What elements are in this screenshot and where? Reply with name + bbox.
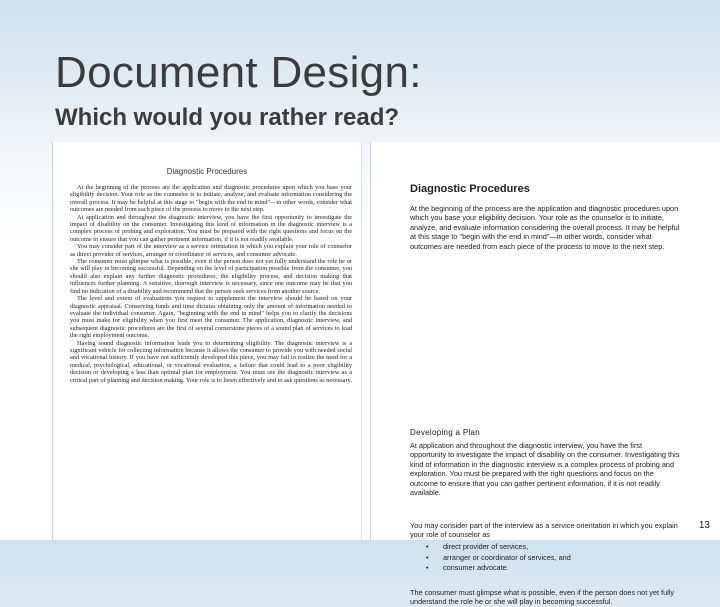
dense-paragraph: The level and extent of evaluations you request to supplement the interview should be based on your diagnostic appraisal. Conserving funds and time dictates obtaining only the amount of information needed to evaluate the individual consumer. Again, "beginning with the end in mind" helps you to clarify the decisions you must make for eligibility when you first meet the consumer. The application, diagnostic interview, and subsequent diagnostic procedures are the first of several cornerstone pieces of a sound plan of services to lead the right employment outcome. (70, 295, 352, 340)
dense-document-sample (52, 142, 362, 540)
dense-paragraph: At application and throughout the diagnostic interview, you have the first opportunity to investigate the impact of disability on the consumer. Investigating this kind of information in the diagnostic interview is a complex process of probing and exploration. You must be prepared with the right questions and focus on the outcome to ensure that you can gather pertinent information, if it is not readily available. (70, 213, 352, 243)
slide-subtitle: Which would you rather read? (55, 104, 400, 131)
intro-paragraph: At the beginning of the process are the application and diagnostic procedures upon which you base your eligibility decision. Your role as the counselor is to initiate, analyze, and evaluate information considering the overall process. It may be helpful at this stage to "begin with the end in mind"—in other words, consider what outcomes are needed from each piece of the process to move to the next step. (410, 204, 680, 251)
slide-title: Document Design: (55, 48, 422, 97)
plan-paragraph: At application and throughout the diagnostic interview, you have the first opportunity to investigate the impact of disability on the consumer. Investigating this kind of information in the diagnostic interview is a complex process of probing and exploration. You must be prepared with the right questions and focus on the outcome to ensure that you can gather pertinent information, if it is not readily available. (410, 441, 680, 498)
dense-paragraph: Having sound diagnostic information leads you to determining eligibility. The diagnostic interview is a significant vehicle for collecting information because it allows the consumer to provide you with needed social and vocational history. If you have not sufficiently developed this piece, you may fail to realize the need for a medical, psychological, educational, or vocational evaluation, a failure that could lead to a poor eligibility decision or developing a less than optimal plan for employment. You must see the diagnostic interview as a critical part of planning and decision making. Your role is to listen effectively and to ask questions as necessary. (70, 339, 352, 384)
bullet-item: • arranger or coordinator of services, and (426, 553, 571, 564)
orientation-paragraph: You may consider part of the interview as a service orientation in which you explain your role of counselor as (410, 521, 678, 540)
designed-document-sample (370, 142, 720, 607)
bullet-item: • direct provider of services, (426, 542, 571, 553)
dense-document-title: Diagnostic Procedures (166, 167, 248, 176)
dense-paragraph: You may consider part of the interview as a service orientation in which you explain your role of counselor as direct provider of services, arranger or coordinator of services, and consumer advocate. (70, 243, 352, 258)
dense-paragraph: The consumer must glimpse what is possible, even if the person does not yet fully understand the role he or she will play in becoming successful. Depending on the level of participation possible from the consumer, you should also explain any further diagnostic procedures, the eligibility process, and decision making that influences further planning. A sensitive, thorough interview is necessary, since one outcome may be that you find no indication of a disability and recommend that the person seek services from another source. (70, 258, 352, 295)
bullet-item: • consumer advocate. (426, 563, 571, 574)
designed-document-heading: Diagnostic Procedures (410, 183, 530, 195)
plan-subheading: Developing a Plan (410, 428, 481, 437)
dense-document-body (70, 184, 352, 534)
page-number: 13 (698, 520, 710, 531)
dense-paragraph: At the beginning of the process are the application and diagnostic procedures upon which you base your eligibility decision. Your role as the counselor is to initiate, analyze, and evaluate information considering the overall process. It may be helpful at this stage to "begin with the end in mind"—in other words, consider what outcomes are needed from each piece of the process to move to the next step. (70, 184, 352, 214)
closing-paragraph: The consumer must glimpse what is possible, even if the person does not yet fully understand the role he or she will play in becoming successful. (410, 588, 675, 607)
role-bullet-list (426, 542, 571, 574)
